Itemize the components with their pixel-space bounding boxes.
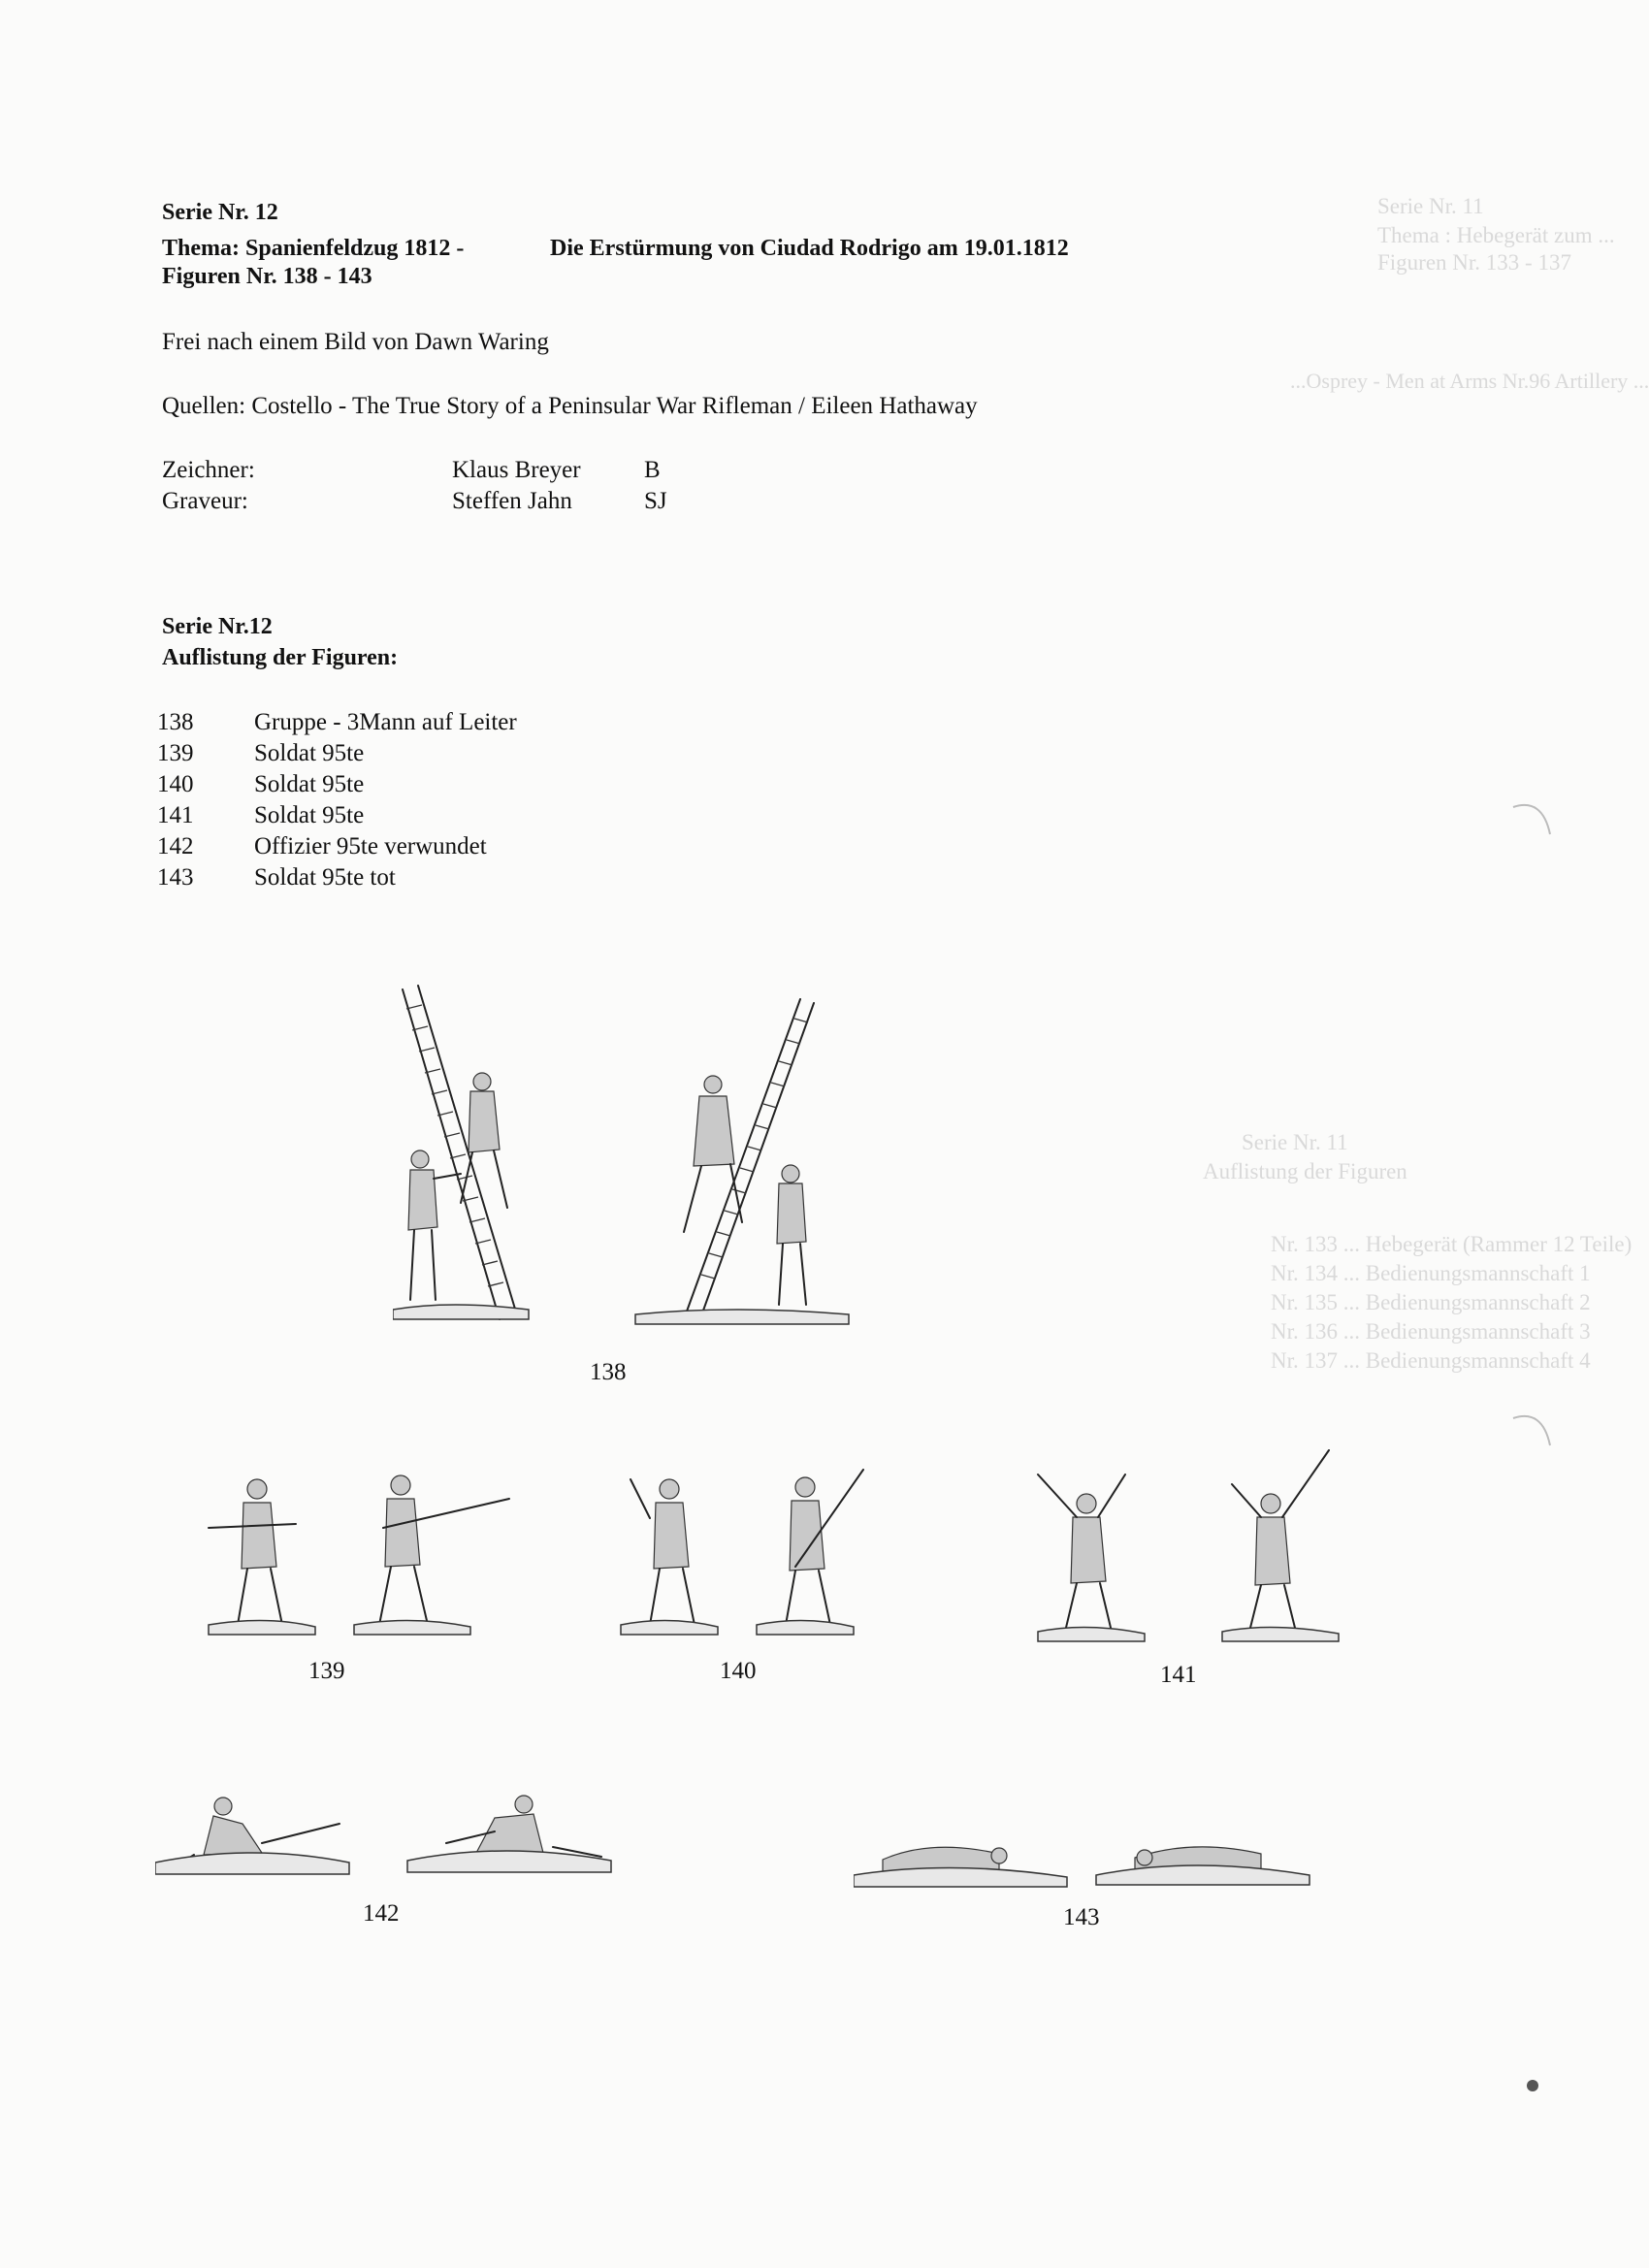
list-item-name: Soldat 95te (254, 802, 365, 828)
thema-detail: Die Erstürmung von Ciudad Rodrigo am 19.01.1812 (550, 236, 1069, 261)
caption-140: 140 (720, 1658, 757, 1684)
list-item-nr: 139 (157, 740, 194, 766)
figure-138-ladder-group (393, 980, 858, 1329)
list-item-name: Soldat 95te (254, 740, 365, 766)
caption-141: 141 (1160, 1662, 1197, 1688)
figuren-range: Figuren Nr. 138 - 143 (162, 264, 372, 289)
figure-141-soldier (1018, 1445, 1358, 1649)
list-item-nr: 141 (157, 802, 194, 828)
list-item-nr: 143 (157, 864, 194, 891)
credit-name: Steffen Jahn (452, 488, 572, 514)
caption-142: 142 (363, 1900, 400, 1927)
source-note: Frei nach einem Bild von Dawn Waring (162, 329, 549, 355)
figure-139-soldier (189, 1460, 538, 1644)
list-item-nr: 140 (157, 771, 194, 797)
credit-role: Zeichner: (162, 457, 255, 483)
credit-name: Klaus Breyer (452, 457, 581, 483)
list-item-nr: 142 (157, 833, 194, 859)
thema-label: Thema: Spanienfeldzug 1812 - (162, 236, 465, 261)
caption-139: 139 (308, 1658, 345, 1684)
list-item-name: Offizier 95te verwundet (254, 833, 487, 859)
list-item-name: Soldat 95te (254, 771, 365, 797)
list-item-name: Gruppe - 3Mann auf Leiter (254, 709, 517, 735)
binder-hole-mark (1504, 795, 1562, 854)
figure-142-wounded-officer (155, 1785, 621, 1882)
list-item-nr: 138 (157, 709, 194, 735)
credit-role: Graveur: (162, 488, 248, 514)
credit-initials: SJ (644, 488, 667, 514)
figure-143-fallen-soldier (854, 1799, 1319, 1896)
credit-initials: B (644, 457, 661, 483)
list-serie: Serie Nr.12 (162, 614, 273, 639)
binder-hole-mark (1504, 1407, 1562, 1465)
speck (1527, 2080, 1538, 2091)
list-title: Auflistung der Figuren: (162, 645, 399, 670)
sources: Quellen: Costello - The True Story of a Peninsular War Rifleman / Eileen Hathaway (162, 393, 978, 419)
caption-143: 143 (1063, 1904, 1100, 1930)
caption-138: 138 (590, 1359, 627, 1385)
list-item-name: Soldat 95te tot (254, 864, 396, 891)
figure-140-soldier (611, 1460, 873, 1644)
serie-number: Serie Nr. 12 (162, 200, 278, 225)
